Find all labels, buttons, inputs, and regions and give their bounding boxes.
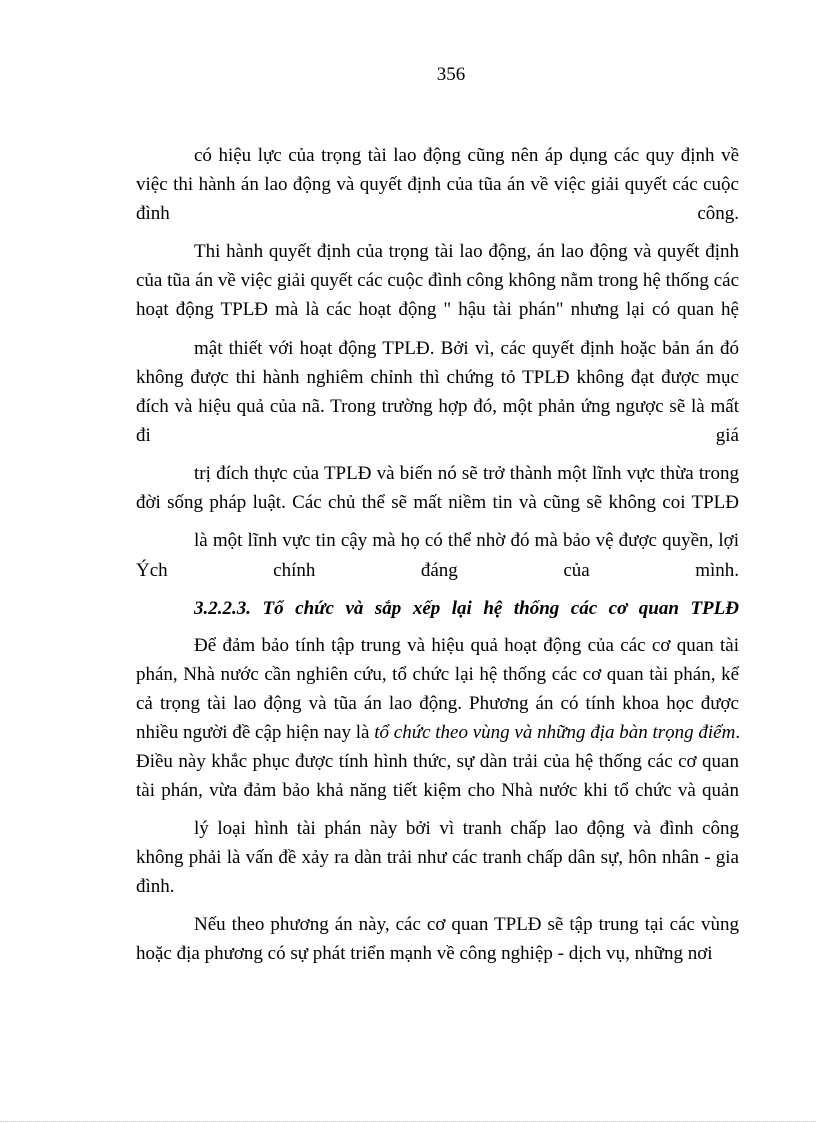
body-line: Điều này khắc phục được tính hình thức, sự dàn trải của hệ thống các cơ quan bbox=[136, 751, 739, 772]
body-line: hoạt động TPLĐ mà là các hoạt động " hậu tài phán" nhưng lại có quan hệ bbox=[136, 299, 739, 320]
line-word: giá bbox=[715, 425, 739, 446]
body-line: tài phán, vừa đảm bảo khả năng tiết kiệm cho Nhà nước khi tổ chức và quản bbox=[136, 780, 739, 801]
line-word: của bbox=[563, 560, 590, 581]
body-line: Thi hành quyết định của trọng tài lao động, án lao động và quyết định bbox=[194, 241, 739, 262]
line-text: nhiều người đề cập hiện nay là bbox=[136, 722, 375, 743]
body-line bbox=[136, 559, 739, 583]
body-line: mật thiết với hoạt động TPLĐ. Bởi vì, các quyết định hoặc bản án đó bbox=[194, 338, 739, 359]
line-word: mình. bbox=[695, 560, 739, 581]
body-line: là một lĩnh vực tin cậy mà họ có thể nhờ đó mà bảo vệ được quyền, lợi bbox=[194, 530, 739, 551]
body-line bbox=[136, 721, 739, 745]
body-line: phán, Nhà nước cần nghiên cứu, tổ chức lại hệ thống các cơ quan tài phán, kể bbox=[136, 664, 739, 685]
body-line: không phải là vấn đề xảy ra dàn trải như các tranh chấp dân sự, hôn nhân - gia bbox=[136, 847, 739, 868]
body-line: đình. bbox=[136, 876, 175, 897]
body-line bbox=[136, 424, 739, 448]
line-word: Ých bbox=[136, 560, 168, 581]
page-bottom-divider bbox=[0, 1121, 816, 1122]
body-line: trị đích thực của TPLĐ và biến nó sẽ trở thành một lĩnh vực thừa trong bbox=[194, 463, 739, 484]
body-line: đời sống pháp luật. Các chủ thể sẽ mất niềm tin và cũng sẽ không coi TPLĐ bbox=[136, 492, 739, 513]
body-line: hoặc địa phương có sự phát triển mạnh về công nghiệp - dịch vụ, những nơi bbox=[136, 943, 713, 964]
body-line: việc thi hành án lao động và quyết định của tũa án về việc giải quyết các cuộc bbox=[136, 174, 739, 195]
line-word: công. bbox=[697, 203, 739, 224]
line-word: đình bbox=[136, 203, 170, 224]
section-heading: 3.2.2.3. Tổ chức và sắp xếp lại hệ thống các cơ quan TPLĐ bbox=[194, 598, 739, 619]
body-line: Nếu theo phương án này, các cơ quan TPLĐ sẽ tập trung tại các vùng bbox=[194, 914, 739, 935]
italic-phrase: tổ chức theo vùng và những địa bàn trọng điểm bbox=[374, 722, 736, 743]
page-number: 356 bbox=[436, 64, 466, 85]
body-line: có hiệu lực của trọng tài lao động cũng nên áp dụng các quy định về bbox=[194, 145, 739, 166]
line-word: đi bbox=[136, 425, 151, 446]
line-word: đáng bbox=[420, 560, 458, 581]
body-line: lý loại hình tài phán này bởi vì tranh chấp lao động và đình công bbox=[194, 818, 739, 839]
body-line: của tũa án về việc giải quyết các cuộc đình công không nằm trong hệ thống các bbox=[136, 270, 739, 291]
body-line: Để đảm bảo tính tập trung và hiệu quả hoạt động của các cơ quan tài bbox=[194, 635, 739, 656]
line-text: . bbox=[735, 722, 741, 743]
line-word: chính bbox=[273, 560, 316, 581]
body-line bbox=[136, 202, 739, 226]
body-line: cả trọng tài lao động và tũa án lao động. Phương án có tính khoa học được bbox=[136, 693, 739, 714]
body-line: đích và hiệu quả của nã. Trong trường hợp đó, một phản ứng ngược sẽ là mất bbox=[136, 396, 739, 417]
body-line: không được thi hành nghiêm chỉnh thì chứng tỏ TPLĐ không đạt được mục bbox=[136, 367, 739, 388]
